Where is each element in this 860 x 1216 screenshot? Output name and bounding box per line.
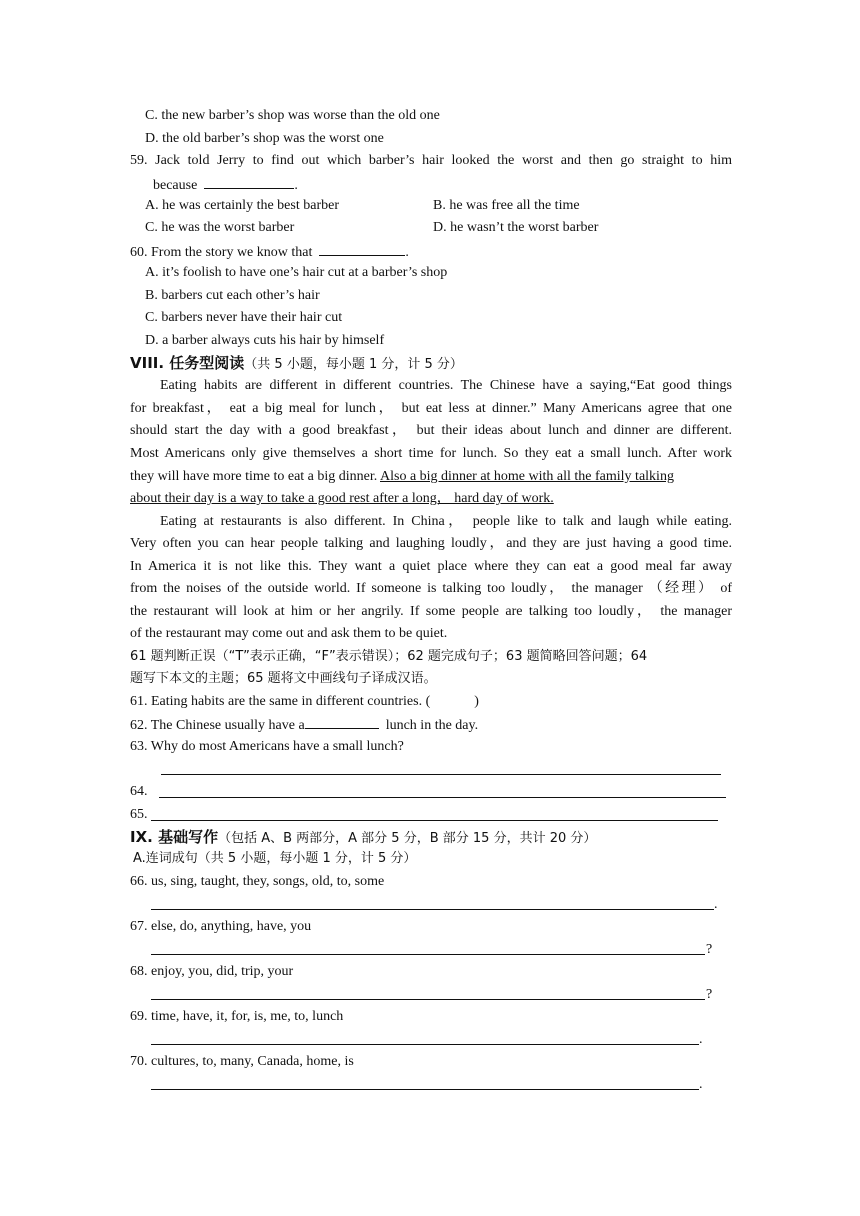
q64-label: 64. — [130, 784, 148, 799]
q67-answer-line[interactable] — [151, 954, 705, 955]
section-9-title: IX. 基础写作 — [130, 828, 219, 846]
instructions-line1: 61 题判断正误（“T”表示正确，“F”表示错误）；62 题完成句子；63 题简略回答问题；64 — [130, 649, 648, 664]
q60-option-d: D. a barber always cuts his hair by himself — [145, 333, 385, 348]
q59-option-a: A. he was certainly the best barber — [145, 198, 339, 213]
q68-answer-line[interactable] — [151, 999, 705, 1000]
q68-prompt: 68. enjoy, you, did, trip, your — [130, 964, 294, 979]
q68-end-mark: ? — [706, 987, 713, 1002]
para2-line4: from the noises of the outside world. If someone is talking too loudly， the manager （经理） of — [130, 581, 732, 596]
para2-line5: the restaurant will look at him or her angrily. If some people are talking too loudly， the manager — [130, 604, 732, 619]
para1-line5: they will have more time to eat a big dinner. Also a big dinner at home with all the family talking — [130, 469, 674, 484]
q59-option-d: D. he wasn’t the worst barber — [433, 220, 599, 235]
q63: 63. Why do most Americans have a small lunch? — [130, 739, 404, 754]
para1-line2: for breakfast， eat a big meal for lunch， but eat less at dinner.” Many Americans agree that one — [130, 401, 732, 416]
q60-stem: 60. From the story we know that . — [130, 241, 409, 261]
q62: 62. The Chinese usually have a lunch in the day. — [130, 714, 478, 734]
q64-answer-line[interactable] — [159, 797, 726, 798]
q70-answer-line[interactable] — [151, 1089, 699, 1090]
section-9-note: （包括 A、B 两部分，A 部分 5 分，B 部分 15 分，共计 20 分） — [218, 831, 597, 846]
underlined-sentence-part1: Also a big dinner at home with all the family talking — [380, 469, 674, 484]
q70-end-mark: . — [699, 1077, 703, 1092]
q70-prompt: 70. cultures, to, many, Canada, home, is — [130, 1054, 354, 1069]
q67-prompt: 67. else, do, anything, have, you — [130, 919, 312, 934]
q58-option-d: D. the old barber’s shop was the worst one — [145, 131, 384, 146]
q65-answer-line[interactable] — [151, 820, 718, 821]
para1-line6 — [130, 489, 554, 509]
para2-line2: Very often you can hear people talking and laughing loudly，and they are just having a good time. — [130, 536, 732, 551]
section-8-heading — [130, 353, 463, 373]
section-8-title: VIII. 任务型阅读 — [130, 354, 245, 372]
q63-answer-line[interactable] — [161, 774, 721, 775]
instructions-line2: 题写下本文的主题；65 题将文中画线句子译成汉语。 — [130, 671, 437, 686]
underlined-sentence-part2: about their day is a way to take a good rest after a long， hard day of work. — [130, 491, 554, 506]
q69-answer-line[interactable] — [151, 1044, 699, 1045]
q60-option-c: C. barbers never have their hair cut — [145, 310, 343, 325]
part-a-heading: A.连词成句（共 5 小题，每小题 1 分，计 5 分） — [133, 851, 417, 866]
para2-line3: In America it is not like this. They want a quiet place where they can eat a good meal far away — [130, 559, 732, 574]
q69-end-mark: . — [699, 1032, 703, 1047]
q66-answer-line[interactable] — [151, 909, 714, 910]
q59-option-b: B. he was free all the time — [433, 198, 580, 213]
q59-stem-cont: because . — [153, 174, 298, 194]
para1-line1: Eating habits are different in different countries. The Chinese have a saying,“Eat good things — [160, 378, 732, 393]
q59-stem: 59. Jack told Jerry to find out which barber’s hair looked the worst and then go straight to him — [130, 153, 732, 168]
q61: 61. Eating habits are the same in different countries. ( ) — [130, 694, 479, 709]
q60-option-a: A. it’s foolish to have one’s hair cut at a barber’s shop — [145, 265, 448, 280]
q59-option-c: C. he was the worst barber — [145, 220, 295, 235]
para2-line1: Eating at restaurants is also different. In China， people like to talk and laugh while eating. — [160, 514, 732, 529]
q65-label: 65. — [130, 807, 148, 822]
section-8-note: （共 5 小题，每小题 1 分，计 5 分） — [244, 357, 463, 372]
q66-prompt: 66. us, sing, taught, they, songs, old, to, some — [130, 874, 385, 889]
answer-blank[interactable] — [204, 174, 294, 189]
q60-option-b: B. barbers cut each other’s hair — [145, 288, 320, 303]
section-9-heading — [130, 827, 596, 847]
answer-blank[interactable] — [319, 241, 405, 256]
q66-end-mark: . — [714, 897, 718, 912]
q67-end-mark: ? — [706, 942, 713, 957]
para1-line3: should start the day with a good breakfast， but their ideas about lunch and dinner are different. — [130, 423, 732, 438]
q69-prompt: 69. time, have, it, for, is, me, to, lunch — [130, 1009, 344, 1024]
para1-line4: Most Americans only give themselves a short time for lunch. So they eat a small lunch. After work — [130, 446, 732, 461]
q58-option-c: C. the new barber’s shop was worse than the old one — [145, 108, 440, 123]
answer-blank[interactable] — [305, 714, 379, 729]
para2-line6: of the restaurant may come out and ask them to be quiet. — [130, 626, 448, 641]
